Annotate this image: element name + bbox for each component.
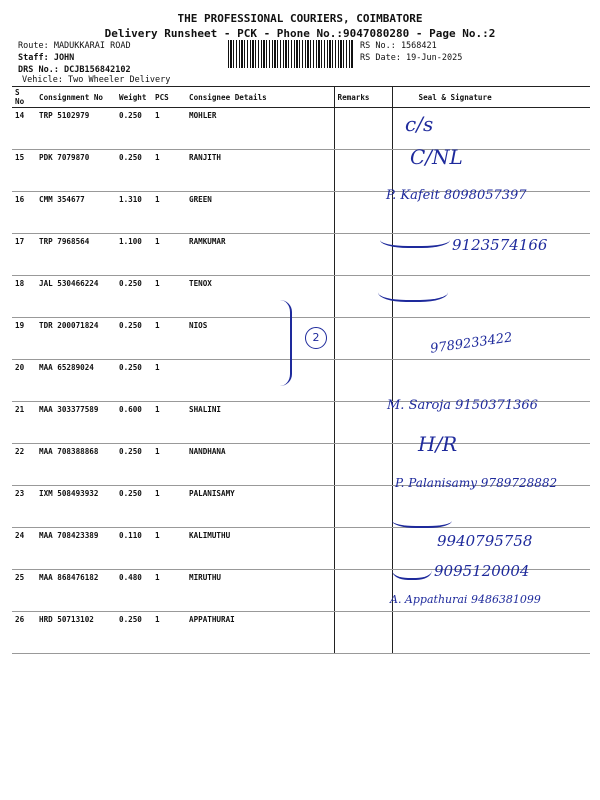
cell-consignee: MIRUTHU: [186, 570, 334, 612]
cell-consignment: HRD 50713102: [36, 612, 116, 654]
scribble-signature-24: [392, 510, 452, 528]
cell-consignment: MAA 868476182: [36, 570, 116, 612]
cell-weight: 0.250: [116, 108, 152, 150]
cell-pcs: 1: [152, 234, 186, 276]
cell-remarks: [334, 360, 392, 402]
handwritten-signature-15: C/NL: [410, 145, 463, 169]
cell-consignee: PALANISAMY: [186, 486, 334, 528]
cell-consignment: MAA 303377589: [36, 402, 116, 444]
cell-sno: 22: [12, 444, 36, 486]
cell-sno: 17: [12, 234, 36, 276]
cell-pcs: 1: [152, 318, 186, 360]
cell-consignee: MOHLER: [186, 108, 334, 150]
table-row: [12, 108, 590, 150]
col-header-consignee: Consignee Details: [186, 87, 334, 108]
cell-weight: 0.250: [116, 612, 152, 654]
cell-sno: 16: [12, 192, 36, 234]
cell-weight: 0.600: [116, 402, 152, 444]
col-header-remarks: Remarks: [334, 87, 392, 108]
cell-consignee: RANJITH: [186, 150, 334, 192]
cell-consignee: RAMKUMAR: [186, 234, 334, 276]
cell-pcs: 1: [152, 402, 186, 444]
handwritten-signature-16: P. Kafeit 8098057397: [386, 188, 527, 203]
table-row: [12, 612, 590, 654]
col-header-consignment: Consignment No: [36, 87, 116, 108]
cell-consignment: PDK 7079870: [36, 150, 116, 192]
bracket-mark: [272, 300, 292, 386]
cell-remarks: [334, 444, 392, 486]
cell-consignment: CMM 354677: [36, 192, 116, 234]
cell-sno: 25: [12, 570, 36, 612]
cell-consignee: NANDHANA: [186, 444, 334, 486]
company-title: THE PROFESSIONAL COURIERS, COIMBATORE: [177, 12, 423, 25]
table-row: [12, 360, 590, 402]
cell-signature: [392, 360, 590, 402]
cell-remarks: [334, 108, 392, 150]
cell-weight: 0.480: [116, 570, 152, 612]
cell-consignment: MAA 708423389: [36, 528, 116, 570]
handwritten-signature-22: H/R: [418, 432, 458, 456]
cell-remarks: [334, 318, 392, 360]
cell-pcs: 1: [152, 108, 186, 150]
drs-number: DRS No.: DCJB156842102: [18, 65, 131, 75]
circled-count: 2: [305, 327, 327, 349]
cell-pcs: 1: [152, 276, 186, 318]
cell-weight: 1.100: [116, 234, 152, 276]
cell-sno: 23: [12, 486, 36, 528]
cell-consignment: TRP 7968564: [36, 234, 116, 276]
cell-consignee: APPATHURAI: [186, 612, 334, 654]
cell-consignment: MAA 708388868: [36, 444, 116, 486]
cell-remarks: [334, 570, 392, 612]
vehicle-label: Vehicle: Two Wheeler Delivery: [22, 75, 171, 85]
cell-consignee: KALIMUTHU: [186, 528, 334, 570]
cell-sno: 24: [12, 528, 36, 570]
col-header-pcs: PCS: [152, 87, 186, 108]
cell-sno: 26: [12, 612, 36, 654]
cell-consignee: [186, 360, 334, 402]
cell-consignee: SHALINI: [186, 402, 334, 444]
cell-pcs: 1: [152, 612, 186, 654]
cell-pcs: 1: [152, 486, 186, 528]
cell-pcs: 1: [152, 444, 186, 486]
col-header-sno: S No: [12, 87, 36, 108]
cell-sno: 20: [12, 360, 36, 402]
cell-pcs: 1: [152, 150, 186, 192]
cell-remarks: [334, 192, 392, 234]
cell-weight: 0.250: [116, 318, 152, 360]
cell-remarks: [334, 528, 392, 570]
cell-pcs: 1: [152, 360, 186, 402]
cell-pcs: 1: [152, 528, 186, 570]
cell-consignment: MAA 65289024: [36, 360, 116, 402]
handwritten-signature-14: c/s: [405, 112, 434, 136]
cell-sno: 19: [12, 318, 36, 360]
cell-remarks: [334, 612, 392, 654]
cell-remarks: [334, 150, 392, 192]
scribble-signature-17: [380, 228, 450, 248]
cell-sno: 15: [12, 150, 36, 192]
cell-weight: 1.310: [116, 192, 152, 234]
cell-remarks: [334, 402, 392, 444]
route-label: Route: MADUKKARAI ROAD: [18, 41, 131, 51]
cell-weight: 0.110: [116, 528, 152, 570]
cell-weight: 0.250: [116, 486, 152, 528]
table-row: [12, 276, 590, 318]
handwritten-signature-25: 9095120004: [434, 562, 530, 580]
cell-weight: 0.250: [116, 276, 152, 318]
cell-pcs: 1: [152, 192, 186, 234]
scribble-signature-18: [378, 278, 448, 302]
cell-weight: 0.250: [116, 150, 152, 192]
handwritten-signature-21: M. Saroja 9150371366: [387, 398, 538, 413]
cell-weight: 0.250: [116, 444, 152, 486]
handwritten-signature-24: 9940795758: [437, 532, 533, 550]
handwritten-signature-23: P. Palanisamy 9789728882: [395, 476, 558, 490]
handwritten-signature-20: 9789233422: [429, 330, 514, 357]
cell-consignment: TRP 5102979: [36, 108, 116, 150]
scribble-signature-25: [392, 556, 432, 580]
cell-consignee: TENOX: [186, 276, 334, 318]
barcode-image: [228, 40, 354, 68]
cell-consignment: TDR 200071824: [36, 318, 116, 360]
handwritten-signature-26: A. Appathurai 9486381099: [390, 593, 541, 606]
runsheet-title: Delivery Runsheet - PCK - Phone No.:9047080280 - Page No.:2: [104, 27, 496, 40]
cell-pcs: 1: [152, 570, 186, 612]
cell-consignee: NIOS: [186, 318, 334, 360]
cell-sno: 21: [12, 402, 36, 444]
cell-remarks: [334, 486, 392, 528]
cell-consignment: JAL 530466224: [36, 276, 116, 318]
cell-consignment: IXM 508493932: [36, 486, 116, 528]
cell-weight: 0.250: [116, 360, 152, 402]
cell-consignee: GREEN: [186, 192, 334, 234]
cell-sno: 14: [12, 108, 36, 150]
col-header-signature: Seal & Signature: [392, 87, 590, 108]
staff-label: Staff: JOHN: [18, 53, 75, 63]
rs-number: RS No.: 1568421: [360, 41, 437, 51]
col-header-weight: Weight: [116, 87, 152, 108]
table-header-row: [12, 87, 590, 108]
handwritten-signature-17: 9123574166: [452, 236, 548, 254]
rs-date: RS Date: 19-Jun-2025: [360, 53, 463, 63]
cell-sno: 18: [12, 276, 36, 318]
cell-signature: [392, 612, 590, 654]
